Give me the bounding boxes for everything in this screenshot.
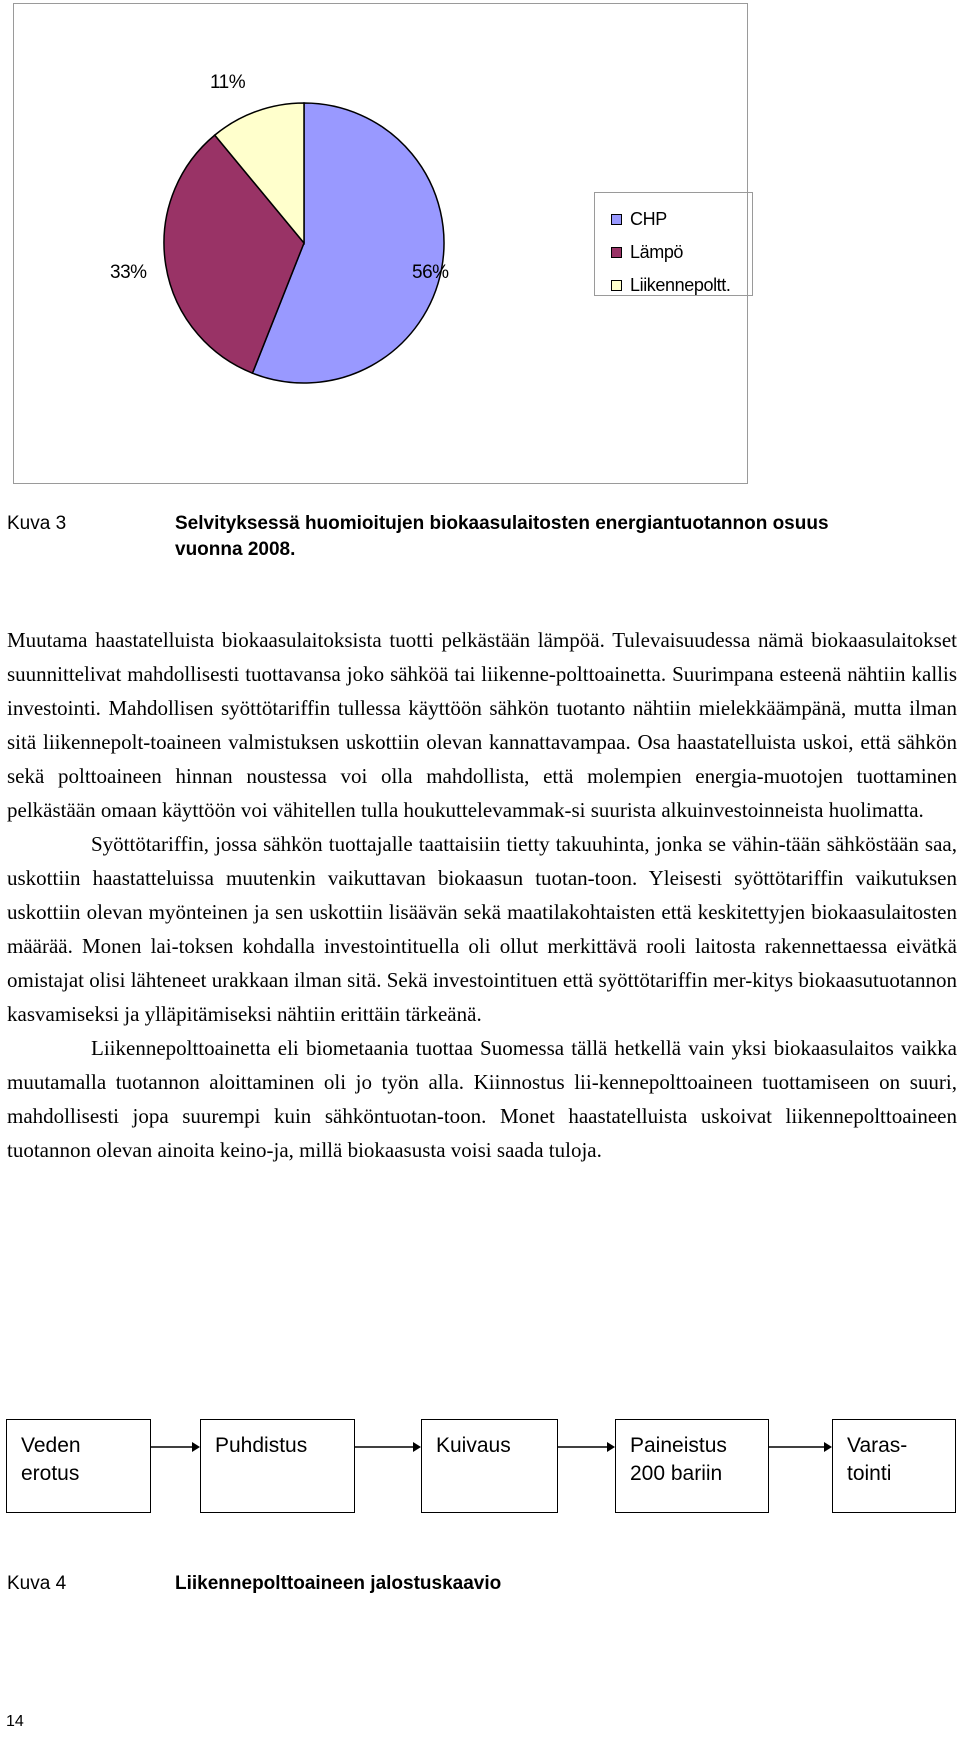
flow-step-label: Varas- [847, 1434, 908, 1457]
flow-step-veden-erotus [6, 1419, 151, 1513]
flow-step-label: erotus [21, 1462, 80, 1485]
flow-step-kuivaus [421, 1419, 558, 1513]
paragraph-3: Liikennepolttoainetta eli biometaania tuottaa Suomessa tällä hetkellä vain yksi biokaasulaitos vaikka muutamalla tuotannon aloittaminen oli jo työn alla. Kiinnostus lii-kennepolttoaineen tuottamiseen on suuri, mahdollisesti jopa suurempi kuin sähköntuotan-toon. Monet haastatelluista uskoivat liikennepolttoaineen tuotannon olevan ainoita keino-ja, millä biokaasusta voisi saada tuloja. [7, 1036, 957, 1162]
legend-label-liikennepoltt: Liikennepoltt. [630, 275, 731, 295]
figure4-caption: Liikennepolttoaineen jalostuskaavio [175, 1573, 502, 1594]
arrow-right-icon [769, 1441, 832, 1453]
legend-entry-chp [595, 203, 752, 236]
data-label-liikennepoltt: 11% [210, 72, 246, 93]
legend-label-lampo: Lämpö [630, 242, 684, 262]
page-number: 14 [6, 1713, 24, 1730]
flow-step-label: 200 bariin [630, 1462, 723, 1485]
chart-legend [594, 192, 753, 296]
data-label-lampo: 33% [110, 262, 147, 283]
legend-entry-lampo [595, 236, 752, 269]
paragraph-1: Muutama haastatelluista biokaasulaitoksista tuotti pelkästään lämpöä. Tulevaisuudessa nämä biokaasulaitokset suunnittelivat mahdollisesti tuottavansa joko sähköä tai liikenne-polttoainetta. Suurimpana esteenä nähtiin kallis investointi. Mahdollisen syöttötariffin tullessa käyttöön sähkön tuotanto nähtiin mielekkäämpänä, mutta ilman sitä liikennepolt-toaineen valmistuksen uskottiin olevan kannattavampaa. Osa haastatelluista uskoi, että sähkön sekä polttoaineen hinnan noustessa voi olla mahdollista, että molempien energia-muotojen tuottaminen pelkästään omaan käyttöön voi vähitellen tulla houkuttelevammak-si suurista alkuinvestoinneista huolimatta. [7, 628, 957, 822]
figure4-number: Kuva 4 [7, 1573, 67, 1594]
data-label-chp: 56% [412, 262, 449, 283]
body-text [7, 623, 957, 1167]
flow-step-label: Kuivaus [436, 1434, 511, 1457]
flow-step-label: Veden [21, 1434, 81, 1457]
flow-step-label: Paineistus [630, 1434, 727, 1457]
flow-step-paineistus [615, 1419, 769, 1513]
flow-step-label: Puhdistus [215, 1434, 308, 1457]
paragraph-2: Syöttötariffin, jossa sähkön tuottajalle taattaisiin tietty takuuhinta, jonka se vähin-tään sähköstään saa, uskottiin haastatteluissa muutenkin vaikuttavan biokaasun tuotan-toon. Yleisesti syöttötariffin vaikutuksen uskottiin olevan myönteinen ja sen uskottiin lisäävän sekä maatilakohtaisten että keskitettyjen biokaasulaitosten määrää. Monen lai-toksen kohdalla investointituella oli ollut merkittävä rooli laitosta rakennettaessa eivätkä omistajat olisi lähteneet urakkaan ilman sitä. Sekä investointituen että syöttötariffin mer-kitys biokaasutuotannon kasvamiseksi ja ylläpitämiseksi nähtiin erittäin tärkeänä. [7, 832, 957, 1026]
flow-step-label: tointi [847, 1462, 892, 1485]
legend-label-chp: CHP [630, 209, 667, 229]
legend-swatch-chp [611, 214, 622, 225]
flow-step-varastointi [832, 1419, 956, 1513]
figure3-number: Kuva 3 [7, 513, 67, 534]
figure3-caption [175, 511, 945, 563]
legend-entry-liikennepoltt [595, 269, 752, 302]
arrow-right-icon [355, 1441, 421, 1453]
arrow-right-icon [558, 1441, 615, 1453]
arrow-right-icon [151, 1441, 200, 1453]
figure3-caption-line2: vuonna 2008. [175, 539, 296, 560]
legend-swatch-lampo [611, 247, 622, 258]
flow-step-puhdistus [200, 1419, 355, 1513]
chart-area [13, 3, 748, 484]
legend-swatch-liikennepoltt [611, 280, 622, 291]
figure3-caption-line1: Selvityksessä huomioitujen biokaasulaitosten energiantuotannon osuus [175, 513, 829, 534]
